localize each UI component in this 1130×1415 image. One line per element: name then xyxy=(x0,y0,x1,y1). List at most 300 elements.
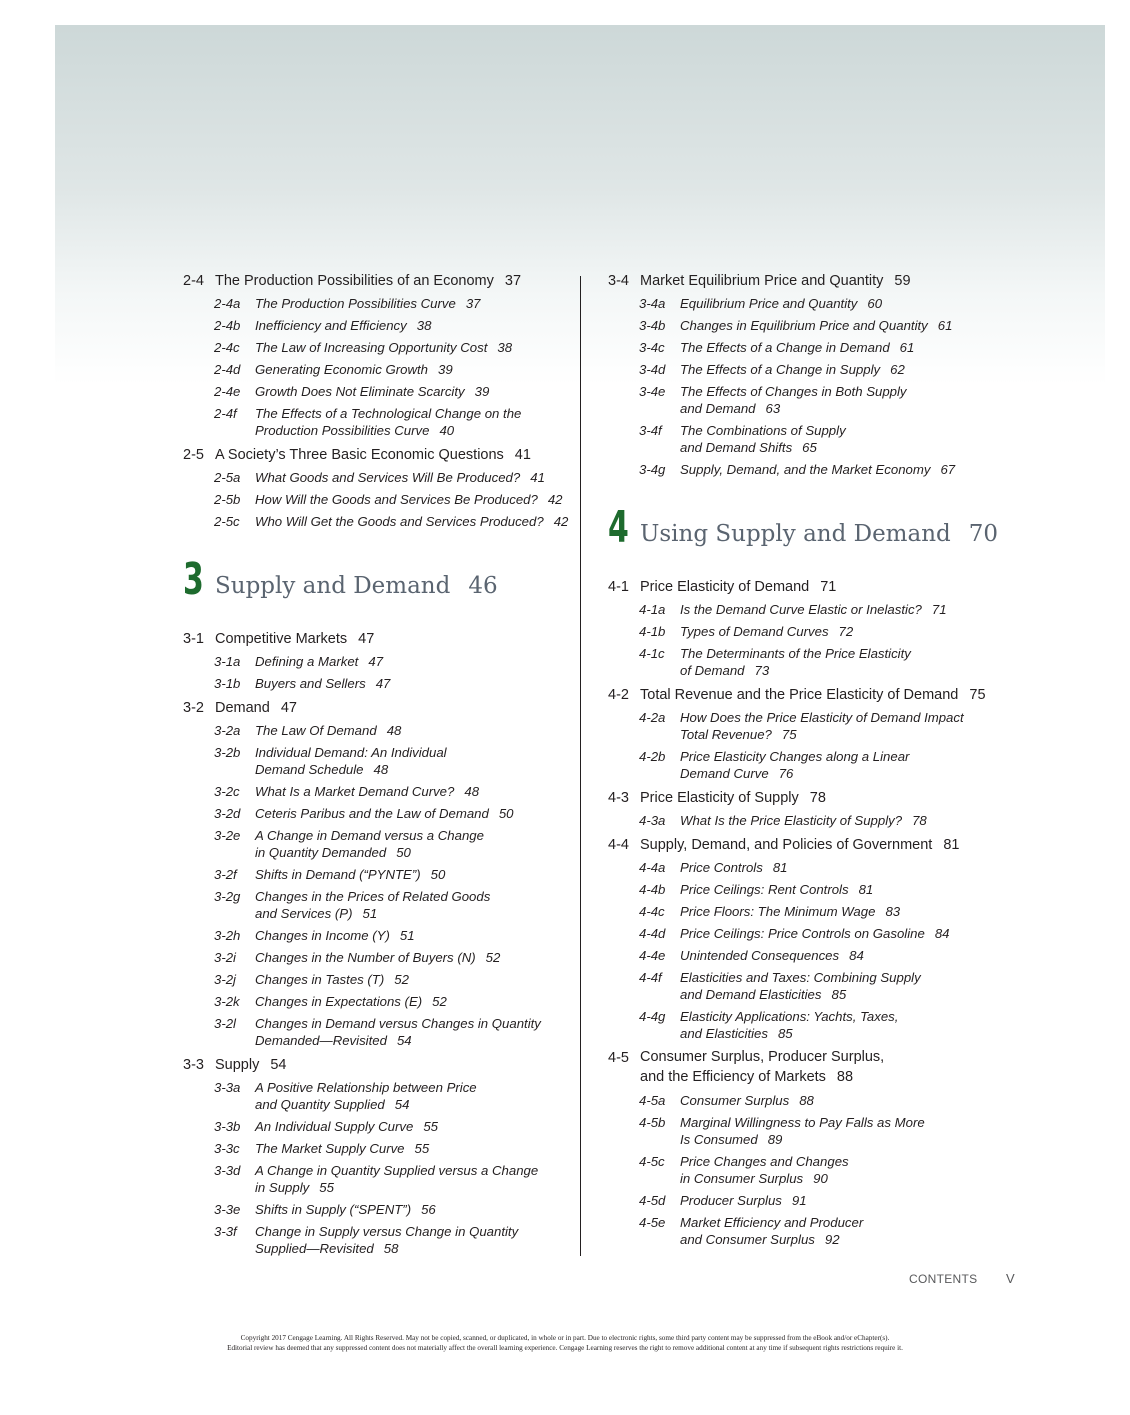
toc-subsection-entry[interactable] xyxy=(608,1211,1028,1250)
subsection-number: 3-4c xyxy=(639,340,665,355)
subsection-page-number: 48 xyxy=(464,783,480,799)
subsection-title-text: Price Controls xyxy=(680,859,763,875)
subsection-title-text: The Law Of Demand xyxy=(255,722,377,738)
subsection-number: 2-4b xyxy=(214,318,241,333)
subsection-page-number: 83 xyxy=(885,903,901,919)
subsection-number: 3-2a xyxy=(214,723,241,738)
subsection-page-number: 52 xyxy=(394,971,409,987)
subsection-page-number: 61 xyxy=(937,317,953,333)
subsection-number: 3-2l xyxy=(214,1016,236,1031)
toc-subsection-entry[interactable] xyxy=(183,466,573,488)
subsection-number: 3-3b xyxy=(214,1119,241,1134)
toc-subsection-entry[interactable] xyxy=(608,706,1028,745)
subsection-number: 3-2h xyxy=(214,928,241,943)
subsection-title xyxy=(255,317,573,334)
chapter-title-text: Using Supply and Demand xyxy=(640,521,951,547)
subsection-title xyxy=(255,491,573,508)
subsection-title-text: Generating Economic Growth xyxy=(255,361,428,377)
section-page-number: 41 xyxy=(514,447,531,463)
subsection-page-number: 89 xyxy=(767,1131,783,1147)
subsection-page-number: 39 xyxy=(474,383,490,399)
subsection-number: 4-4d xyxy=(639,926,666,941)
section-title xyxy=(215,444,531,466)
subsection-title xyxy=(255,1079,573,1113)
toc-subsection-entry[interactable] xyxy=(608,878,1028,900)
chapter-page-number: 46 xyxy=(468,573,498,599)
subsection-page-number: 92 xyxy=(824,1231,840,1247)
subsection-title-text: A Positive Relationship between Price and Quantity Supplied xyxy=(255,1079,477,1112)
subsection-title-text: The Law of Increasing Opportunity Cost xyxy=(255,339,488,355)
subsection-number: 4-5e xyxy=(639,1215,666,1230)
toc-subsection-entry[interactable] xyxy=(183,380,573,402)
subsection-number: 4-4e xyxy=(639,948,666,963)
subsection-title-text: Shifts in Demand (“PYNTE”) xyxy=(255,866,421,882)
chapter-title xyxy=(215,572,498,600)
toc-subsection-entry[interactable] xyxy=(183,968,573,990)
subsection-title-text: The Effects of a Change in Demand xyxy=(680,339,890,355)
subsection-number: 4-2b xyxy=(639,749,666,764)
toc-subsection-entry[interactable] xyxy=(608,1189,1028,1211)
section-page-number: 81 xyxy=(943,837,960,853)
toc-subsection-entry[interactable] xyxy=(608,620,1028,642)
section-page-number: 59 xyxy=(894,273,911,289)
toc-subsection-entry[interactable] xyxy=(608,809,1028,831)
subsection-title xyxy=(680,709,1028,743)
subsection-title-text: Inefficiency and Efficiency xyxy=(255,317,407,333)
subsection-number: 3-3c xyxy=(214,1141,240,1156)
subsection-title xyxy=(680,645,1028,679)
section-number: 3-3 xyxy=(183,1057,204,1073)
subsection-title xyxy=(255,1162,573,1196)
subsection-page-number: 90 xyxy=(813,1170,828,1186)
subsection-title xyxy=(255,971,573,988)
subsection-page-number: 50 xyxy=(498,805,514,821)
section-title-text: Consumer Surplus, Producer Surplus, and the Efficiency of Markets xyxy=(640,1049,885,1085)
subsection-title xyxy=(680,383,1028,417)
subsection-title xyxy=(255,783,573,800)
subsection-title-text: What Is the Price Elasticity of Supply? xyxy=(680,812,903,828)
subsection-number: 2-4a xyxy=(214,296,241,311)
subsection-title xyxy=(680,1092,1028,1109)
subsection-page-number: 84 xyxy=(934,925,950,941)
toc-subsection-entry[interactable] xyxy=(608,922,1028,944)
subsection-title xyxy=(255,1118,573,1135)
subsection-page-number: 47 xyxy=(375,675,391,691)
subsection-title xyxy=(680,1008,1028,1042)
section-page-number: 47 xyxy=(280,700,297,716)
subsection-title xyxy=(255,383,573,400)
subsection-title xyxy=(255,888,573,922)
subsection-title-text: Ceteris Paribus and the Law of Demand xyxy=(255,805,489,821)
subsection-page-number: 55 xyxy=(319,1179,334,1195)
subsection-page-number: 41 xyxy=(530,469,545,485)
toc-section-entry[interactable] xyxy=(608,1047,1028,1089)
toc-section-entry[interactable] xyxy=(608,684,1028,706)
subsection-page-number: 65 xyxy=(802,439,817,455)
toc-section-entry[interactable] xyxy=(608,576,1028,598)
subsection-page-number: 51 xyxy=(362,905,378,921)
subsection-number: 3-1b xyxy=(214,676,241,691)
subsection-page-number: 42 xyxy=(547,491,563,507)
subsection-title xyxy=(680,903,1028,920)
section-title-text: Supply xyxy=(215,1057,260,1073)
subsection-page-number: 62 xyxy=(890,361,905,377)
subsection-page-number: 67 xyxy=(940,461,956,477)
subsection-number: 3-4a xyxy=(639,296,666,311)
section-title-text: Price Elasticity of Supply xyxy=(640,790,799,806)
subsection-page-number: 50 xyxy=(396,844,411,860)
subsection-page-number: 52 xyxy=(432,993,447,1009)
subsection-number: 3-2g xyxy=(214,889,241,904)
toc-subsection-entry[interactable] xyxy=(183,741,573,780)
toc-subsection-entry[interactable] xyxy=(183,885,573,924)
toc-subsection-entry[interactable] xyxy=(608,1005,1028,1044)
subsection-title-text: Changes in Demand versus Changes in Quantity Demanded—Revisited xyxy=(255,1015,541,1048)
section-title-text: Total Revenue and the Price Elasticity of Demand xyxy=(640,687,959,703)
subsection-number: 4-4g xyxy=(639,1009,666,1024)
subsection-title-text: Individual Demand: An Individual Demand Schedule xyxy=(255,744,447,777)
toc-subsection-entry[interactable] xyxy=(183,488,573,510)
subsection-number: 2-5c xyxy=(214,514,240,529)
subsection-page-number: 42 xyxy=(553,513,569,529)
toc-column-left xyxy=(183,270,573,1259)
subsection-page-number: 71 xyxy=(931,601,947,617)
section-title-text: Competitive Markets xyxy=(215,631,348,647)
subsection-title xyxy=(680,969,1028,1003)
subsection-number: 3-2b xyxy=(214,745,241,760)
section-title xyxy=(640,1047,940,1087)
subsection-number: 2-5b xyxy=(214,492,241,507)
subsection-number: 3-4b xyxy=(639,318,666,333)
subsection-number: 3-2d xyxy=(214,806,241,821)
subsection-number: 4-5b xyxy=(639,1115,666,1130)
subsection-title-text: The Production Possibilities Curve xyxy=(255,295,456,311)
subsection-number: 3-4g xyxy=(639,462,666,477)
subsection-title xyxy=(680,461,1028,478)
subsection-number: 4-2a xyxy=(639,710,666,725)
subsection-number: 3-2k xyxy=(214,994,240,1009)
toc-subsection-entry[interactable] xyxy=(183,1012,573,1051)
subsection-page-number: 73 xyxy=(754,662,770,678)
subsection-title xyxy=(680,339,1028,356)
subsection-title xyxy=(255,1201,573,1218)
section-page-number: 47 xyxy=(358,631,375,647)
subsection-number: 3-2j xyxy=(214,972,236,987)
toc-section-entry[interactable] xyxy=(608,270,1028,292)
section-number: 4-3 xyxy=(608,790,629,806)
subsection-title-text: Elasticity Applications: Yachts, Taxes, and Elasticities xyxy=(680,1008,899,1041)
subsection-page-number: 55 xyxy=(414,1140,430,1156)
subsection-page-number: 37 xyxy=(465,295,481,311)
toc-subsection-entry[interactable] xyxy=(183,510,573,532)
subsection-page-number: 54 xyxy=(396,1032,412,1048)
toc-subsection-entry[interactable] xyxy=(183,650,573,672)
toc-subsection-entry[interactable] xyxy=(183,990,573,1012)
subsection-title xyxy=(255,405,573,439)
section-title xyxy=(640,684,986,706)
subsection-number: 3-3d xyxy=(214,1163,241,1178)
toc-section-entry[interactable] xyxy=(608,787,1028,809)
toc-subsection-entry[interactable] xyxy=(608,900,1028,922)
toc-subsection-entry[interactable] xyxy=(183,1137,573,1159)
subsection-title xyxy=(255,993,573,1010)
section-number: 4-2 xyxy=(608,687,629,703)
subsection-title xyxy=(680,812,1028,829)
section-title xyxy=(215,628,374,650)
subsection-title-text: Changes in Expectations (E) xyxy=(255,993,423,1009)
toc-subsection-entry[interactable] xyxy=(183,719,573,741)
subsection-number: 2-5a xyxy=(214,470,241,485)
section-page-number: 78 xyxy=(809,790,826,806)
subsection-title-text: A Change in Demand versus a Change in Quantity Demanded xyxy=(255,827,484,860)
subsection-title xyxy=(255,744,573,778)
subsection-title xyxy=(255,927,573,944)
section-title-text: The Production Possibilities of an Economy xyxy=(215,273,494,289)
subsection-title-text: Who Will Get the Goods and Services Produced? xyxy=(255,513,544,529)
subsection-number: 2-4c xyxy=(214,340,240,355)
toc-subsection-entry[interactable] xyxy=(183,924,573,946)
subsection-title-text: Changes in the Prices of Related Goods and Services (P) xyxy=(255,888,491,921)
toc-subsection-entry[interactable] xyxy=(608,598,1028,620)
toc-subsection-entry[interactable] xyxy=(608,336,1028,358)
toc-subsection-entry[interactable] xyxy=(608,642,1028,681)
subsection-number: 3-2i xyxy=(214,950,236,965)
subsection-title xyxy=(680,361,1028,378)
subsection-page-number: 63 xyxy=(765,400,781,416)
toc-subsection-entry[interactable] xyxy=(183,824,573,863)
toc-subsection-entry[interactable] xyxy=(183,863,573,885)
section-number: 4-1 xyxy=(608,579,629,595)
subsection-page-number: 54 xyxy=(394,1096,410,1112)
subsection-number: 4-5c xyxy=(639,1154,665,1169)
toc-subsection-entry[interactable] xyxy=(183,402,573,441)
subsection-title xyxy=(680,859,1028,876)
chapter-heading xyxy=(183,554,573,620)
toc-subsection-entry[interactable] xyxy=(183,314,573,336)
toc-subsection-entry[interactable] xyxy=(183,1076,573,1115)
toc-section-entry[interactable] xyxy=(183,1054,573,1076)
subsection-number: 4-3a xyxy=(639,813,666,828)
subsection-page-number: 85 xyxy=(777,1025,793,1041)
toc-subsection-entry[interactable] xyxy=(183,672,573,694)
section-title-text: Price Elasticity of Demand xyxy=(640,579,810,595)
page-number: V xyxy=(1006,1271,1015,1286)
section-title xyxy=(640,787,826,809)
subsection-number: 3-4d xyxy=(639,362,666,377)
subsection-page-number: 58 xyxy=(383,1240,399,1256)
toc-subsection-entry[interactable] xyxy=(183,336,573,358)
subsection-title xyxy=(255,469,573,486)
section-title xyxy=(640,270,911,292)
subsection-number: 3-3e xyxy=(214,1202,241,1217)
chapter-title xyxy=(640,520,998,548)
section-title-text: Supply, Demand, and Policies of Government xyxy=(640,837,933,853)
subsection-number: 2-4d xyxy=(214,362,241,377)
section-page-number: 88 xyxy=(836,1069,854,1085)
subsection-number: 3-2c xyxy=(214,784,240,799)
subsection-title xyxy=(255,1015,573,1049)
subsection-title xyxy=(255,949,573,966)
subsection-number: 3-2e xyxy=(214,828,241,843)
toc-subsection-entry[interactable] xyxy=(608,1111,1028,1150)
toc-subsection-entry[interactable] xyxy=(608,458,1028,480)
toc-subsection-entry[interactable] xyxy=(183,1220,573,1259)
subsection-title-text: Growth Does Not Eliminate Scarcity xyxy=(255,383,465,399)
copyright-line-2: Editorial review has deemed that any suppressed content does not materially affect the overall learning experience. Cengage Learning reserves the right to remove additional content at any time if subsequent rights restrictions require it. xyxy=(227,1344,903,1352)
running-footer-label: CONTENTS xyxy=(909,1272,978,1286)
section-title-text: Demand xyxy=(215,700,270,716)
subsection-number: 3-3a xyxy=(214,1080,241,1095)
subsection-title xyxy=(255,805,573,822)
subsection-page-number: 48 xyxy=(373,761,389,777)
toc-subsection-entry[interactable] xyxy=(183,292,573,314)
toc-subsection-entry[interactable] xyxy=(608,314,1028,336)
section-number: 2-4 xyxy=(183,273,204,289)
copyright-line-1: Copyright 2017 Cengage Learning. All Rights Reserved. May not be copied, scanned, or duplicated, in whole or in part. Due to electronic rights, some third party content may be suppressed from the eBook and/or eChapter(s). xyxy=(240,1334,890,1342)
subsection-page-number: 50 xyxy=(430,866,446,882)
toc-subsection-entry[interactable] xyxy=(608,380,1028,419)
section-number: 3-2 xyxy=(183,700,204,716)
subsection-title-text: Changes in Equilibrium Price and Quantity xyxy=(680,317,928,333)
section-number: 4-4 xyxy=(608,837,629,853)
subsection-title xyxy=(255,675,573,692)
subsection-title-text: Changes in Income (Y) xyxy=(255,927,390,943)
subsection-title-text: Price Elasticity Changes along a Linear Demand Curve xyxy=(680,748,910,781)
subsection-title-text: What Goods and Services Will Be Produced? xyxy=(255,469,521,485)
copyright-notice xyxy=(0,1333,1130,1353)
toc-subsection-entry[interactable] xyxy=(608,944,1028,966)
subsection-number: 4-4a xyxy=(639,860,666,875)
toc-section-entry[interactable] xyxy=(608,834,1028,856)
toc-subsection-entry[interactable] xyxy=(608,856,1028,878)
toc-subsection-entry[interactable] xyxy=(608,1150,1028,1189)
section-page-number: 37 xyxy=(504,273,522,289)
subsection-number: 4-1c xyxy=(639,646,665,661)
chapter-number: 4 xyxy=(608,502,629,553)
subsection-number: 2-4e xyxy=(214,384,241,399)
subsection-title xyxy=(680,601,1028,618)
toc-subsection-entry[interactable] xyxy=(608,292,1028,314)
subsection-page-number: 38 xyxy=(416,317,432,333)
subsection-title-text: How Will the Goods and Services Be Produced? xyxy=(255,491,538,507)
subsection-title xyxy=(255,339,573,356)
section-title xyxy=(640,576,836,598)
subsection-title-text: Shifts in Supply (“SPENT”) xyxy=(255,1201,412,1217)
subsection-title-text: Price Ceilings: Price Controls on Gasoline xyxy=(680,925,925,941)
subsection-title xyxy=(255,653,573,670)
chapter-heading xyxy=(608,502,1028,568)
subsection-number: 3-4f xyxy=(639,423,662,438)
subsection-title-text: Defining a Market xyxy=(255,653,359,669)
subsection-number: 2-4f xyxy=(214,406,237,421)
subsection-title xyxy=(255,361,573,378)
toc-subsection-entry[interactable] xyxy=(608,1089,1028,1111)
subsection-title xyxy=(680,1214,1028,1248)
subsection-page-number: 56 xyxy=(421,1201,436,1217)
section-number: 3-4 xyxy=(608,273,629,289)
subsection-title xyxy=(255,1140,573,1157)
subsection-page-number: 52 xyxy=(485,949,501,965)
toc-subsection-entry[interactable] xyxy=(183,1115,573,1137)
toc-subsection-entry[interactable] xyxy=(183,946,573,968)
subsection-title-text: Price Floors: The Minimum Wage xyxy=(680,903,876,919)
toc-subsection-entry[interactable] xyxy=(183,1198,573,1220)
subsection-number: 4-1b xyxy=(639,624,666,639)
subsection-title-text: Changes in Tastes (T) xyxy=(255,971,385,987)
subsection-page-number: 61 xyxy=(899,339,915,355)
subsection-title-text: An Individual Supply Curve xyxy=(255,1118,414,1134)
subsection-page-number: 75 xyxy=(781,726,797,742)
subsection-title-text: Changes in the Number of Buyers (N) xyxy=(255,949,476,965)
subsection-title xyxy=(680,748,1028,782)
toc-subsection-entry[interactable] xyxy=(183,802,573,824)
subsection-number: 4-1a xyxy=(639,602,666,617)
subsection-page-number: 48 xyxy=(386,722,402,738)
subsection-number: 4-4b xyxy=(639,882,666,897)
section-number: 2-5 xyxy=(183,447,204,463)
subsection-page-number: 76 xyxy=(778,765,794,781)
subsection-title-text: What Is a Market Demand Curve? xyxy=(255,783,455,799)
subsection-title-text: The Determinants of the Price Elasticity of Demand xyxy=(680,645,911,678)
subsection-title xyxy=(680,295,1028,312)
toc-subsection-entry[interactable] xyxy=(183,1159,573,1198)
subsection-number: 3-3f xyxy=(214,1224,237,1239)
subsection-page-number: 81 xyxy=(858,881,874,897)
toc-subsection-entry[interactable] xyxy=(183,358,573,380)
subsection-title xyxy=(680,623,1028,640)
chapter-number: 3 xyxy=(183,554,204,605)
subsection-page-number: 39 xyxy=(437,361,453,377)
toc-section-entry[interactable] xyxy=(183,270,573,292)
subsection-title xyxy=(255,295,573,312)
subsection-title-text: Consumer Surplus xyxy=(680,1092,790,1108)
subsection-title xyxy=(255,866,573,883)
subsection-page-number: 51 xyxy=(399,927,415,943)
chapter-page-number: 70 xyxy=(968,521,999,547)
subsection-title xyxy=(680,947,1028,964)
subsection-title-text: Types of Demand Curves xyxy=(680,623,829,639)
toc-subsection-entry[interactable] xyxy=(608,966,1028,1005)
subsection-page-number: 40 xyxy=(439,422,455,438)
subsection-number: 3-2f xyxy=(214,867,237,882)
subsection-title-text: Equilibrium Price and Quantity xyxy=(680,295,858,311)
subsection-title xyxy=(255,1223,573,1257)
subsection-page-number: 78 xyxy=(912,812,927,828)
subsection-number: 4-4f xyxy=(639,970,662,985)
toc-subsection-entry[interactable] xyxy=(608,358,1028,380)
subsection-number: 4-4c xyxy=(639,904,665,919)
subsection-title-text: Market Efficiency and Producer and Consumer Surplus xyxy=(680,1214,864,1247)
subsection-page-number: 81 xyxy=(772,859,788,875)
subsection-title xyxy=(680,317,1028,334)
column-divider xyxy=(580,276,581,1256)
subsection-title-text: Supply, Demand, and the Market Economy xyxy=(680,461,931,477)
section-page-number: 71 xyxy=(820,579,837,595)
toc-subsection-entry[interactable] xyxy=(608,419,1028,458)
section-title xyxy=(640,834,959,856)
subsection-title-text: A Change in Quantity Supplied versus a Change in Supply xyxy=(255,1162,539,1195)
toc-subsection-entry[interactable] xyxy=(608,745,1028,784)
subsection-title-text: How Does the Price Elasticity of Demand Impact Total Revenue? xyxy=(680,709,964,742)
toc-subsection-entry[interactable] xyxy=(183,780,573,802)
subsection-page-number: 47 xyxy=(368,653,384,669)
toc-section-entry[interactable] xyxy=(183,444,573,466)
toc-section-entry[interactable] xyxy=(183,628,573,650)
section-title-text: Market Equilibrium Price and Quantity xyxy=(640,273,884,289)
toc-section-entry[interactable] xyxy=(183,697,573,719)
subsection-title-text: Buyers and Sellers xyxy=(255,675,366,691)
subsection-title-text: Elasticities and Taxes: Combining Supply and Demand Elasticities xyxy=(680,969,921,1002)
